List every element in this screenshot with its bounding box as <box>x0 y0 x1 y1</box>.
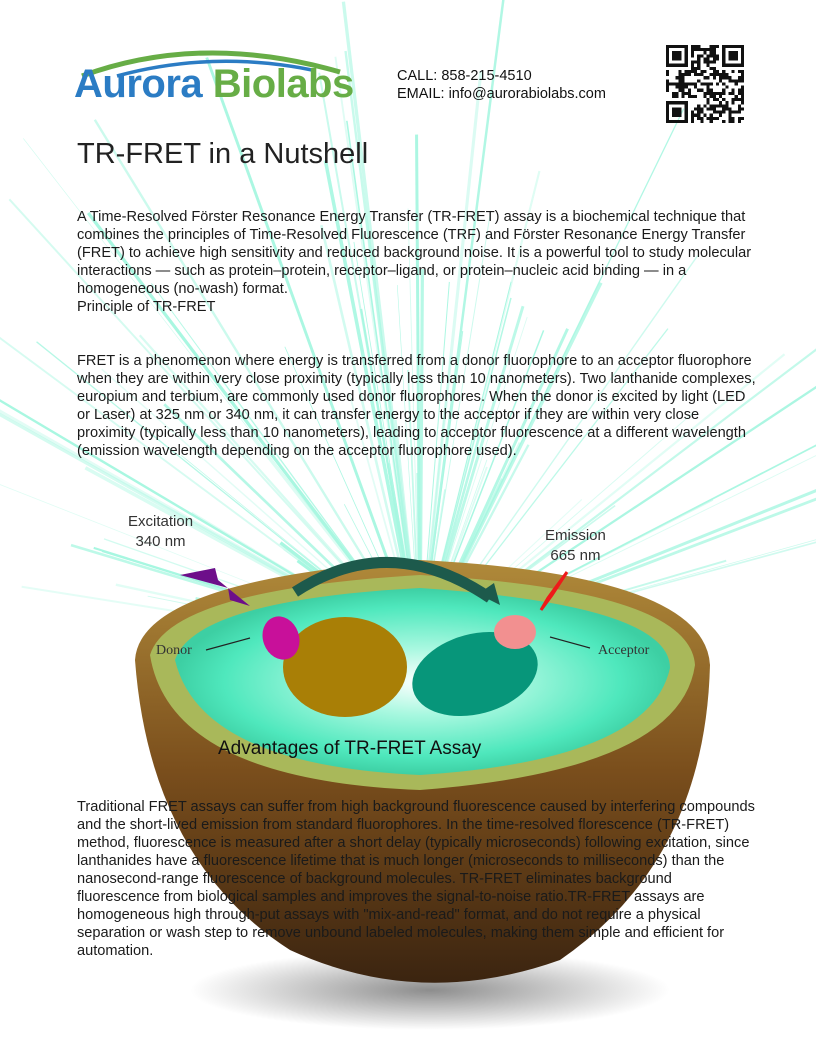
donor-label: Donor <box>156 643 192 658</box>
qr-module <box>732 92 735 95</box>
qr-module <box>697 111 700 114</box>
qr-module <box>666 45 688 48</box>
qr-module <box>697 54 700 57</box>
qr-module <box>722 45 744 48</box>
qr-module <box>688 89 691 92</box>
qr-module <box>725 104 728 107</box>
qr-module <box>703 48 706 51</box>
qr-module <box>707 82 710 85</box>
qr-module <box>716 73 719 76</box>
qr-module <box>741 107 744 110</box>
principle-heading: Principle of TR-FRET <box>77 299 216 315</box>
qr-module <box>738 117 741 120</box>
qr-module <box>728 120 731 123</box>
qr-module <box>710 107 713 110</box>
qr-module <box>716 45 719 48</box>
intro-paragraph <box>77 208 757 316</box>
qr-module <box>713 117 716 120</box>
qr-module <box>738 89 741 92</box>
qr-module <box>738 98 741 101</box>
qr-module <box>728 114 731 117</box>
qr-module <box>697 117 700 120</box>
qr-module <box>738 120 741 123</box>
qr-module <box>719 111 722 114</box>
qr-module <box>691 61 694 64</box>
qr-module <box>697 67 700 70</box>
qr-module <box>732 101 735 104</box>
qr-module <box>691 95 694 98</box>
qr-module <box>694 95 697 98</box>
qr-module <box>675 92 678 95</box>
intro-text: A Time-Resolved Förster Resonance Energy Transfer (TR-FRET) assay is a biochemical technique that combines the principles of Time-Resolved Fluorescence (TRF) and Förster Resonance Energy Transfer (FRET) to achieve high sensitivity and reduced background noise. It is a powerful tool to study molecular interactions — such as protein–protein, receptor–ligand, or protein–nucleic acid binding — in a homogeneous (no-wash) format. <box>77 209 752 297</box>
qr-module <box>675 95 678 98</box>
qr-module <box>728 117 731 120</box>
qr-module <box>700 111 703 114</box>
qr-module <box>697 73 700 76</box>
qr-module <box>725 76 728 79</box>
qr-module <box>710 92 713 95</box>
qr-module <box>735 95 738 98</box>
qr-module <box>713 76 716 79</box>
qr-module <box>710 61 713 64</box>
qr-module <box>700 89 703 92</box>
qr-module <box>719 95 722 98</box>
qr-module <box>675 86 678 89</box>
qr-module <box>703 57 706 60</box>
qr-module <box>707 64 710 67</box>
qr-module <box>685 70 688 73</box>
qr-module <box>697 107 700 110</box>
qr-module <box>694 70 697 73</box>
qr-module <box>697 48 700 51</box>
qr-module <box>666 89 669 92</box>
qr-module <box>703 61 706 64</box>
principle-paragraph: FRET is a phenomenon where energy is transferred from a donor fluorophore to an acceptor fluorophore when they are within very close proximity (typically less than 10 nanometers). Two lanthanide complexes, europium and terbium, are commonly used donor fluorophores. When the donor is excited by light (LED or Laser) at 325 nm or 340 nm, it can transfer energy to the acceptor if they are within very close proximity (typically less than 10 nanometers), leading to acceptor fluorescence at a different wavelength (emission wavelength depending on the acceptor fluorophore used). <box>77 353 756 459</box>
qr-module <box>722 76 725 79</box>
qr-module <box>678 73 681 76</box>
qr-module <box>682 92 685 95</box>
qr-module <box>710 82 713 85</box>
qr-module <box>741 73 744 76</box>
qr-module <box>725 86 728 89</box>
qr-module <box>694 48 697 51</box>
qr-module <box>719 101 722 104</box>
qr-module <box>738 76 741 79</box>
qr-module <box>694 45 697 48</box>
qr-module <box>722 98 725 101</box>
qr-module <box>672 82 675 85</box>
qr-module <box>697 114 700 117</box>
qr-module <box>700 82 703 85</box>
qr-module <box>697 61 700 64</box>
qr-module <box>707 117 710 120</box>
qr-module <box>688 82 691 85</box>
qr-module <box>728 79 731 82</box>
qr-module <box>716 111 719 114</box>
qr-module <box>678 82 681 85</box>
qr-module <box>722 92 725 95</box>
qr-module <box>694 107 697 110</box>
qr-module <box>694 86 697 89</box>
qr-module <box>694 73 697 76</box>
aurora-biolabs-logo <box>72 40 372 110</box>
qr-module <box>691 111 694 114</box>
qr-module <box>710 67 713 70</box>
qr-module <box>697 45 700 48</box>
qr-module <box>728 51 737 60</box>
qr-module <box>719 76 722 79</box>
qr-module <box>666 82 669 85</box>
qr-module <box>732 117 735 120</box>
qr-module <box>694 67 697 70</box>
qr-module <box>732 79 735 82</box>
qr-module <box>707 92 710 95</box>
qr-module <box>691 117 694 120</box>
qr-module <box>722 104 725 107</box>
qr-module <box>700 70 703 73</box>
qr-module <box>682 86 685 89</box>
qr-module <box>697 57 700 60</box>
qr-module <box>666 64 688 67</box>
qr-module <box>707 76 710 79</box>
qr-module <box>697 89 700 92</box>
qr-module <box>741 76 744 79</box>
qr-module <box>741 98 744 101</box>
qr-module <box>685 86 688 89</box>
qr-module <box>732 70 735 73</box>
qr-module <box>707 57 710 60</box>
page-title: TR-FRET in a Nutshell <box>77 138 369 170</box>
qr-module <box>691 64 694 67</box>
qr-module <box>682 95 685 98</box>
qr-module <box>666 120 688 123</box>
excitation-label <box>128 512 193 552</box>
qr-module <box>722 120 725 123</box>
acceptor-label: Acceptor <box>598 643 650 658</box>
qr-module <box>738 104 741 107</box>
qr-module <box>741 45 744 67</box>
qr-module <box>700 120 703 123</box>
qr-module <box>735 79 738 82</box>
qr-module <box>741 117 744 120</box>
qr-module <box>666 45 669 67</box>
qr-module <box>691 82 694 85</box>
qr-module <box>688 95 691 98</box>
qr-module <box>688 73 691 76</box>
qr-module <box>732 89 735 92</box>
qr-module <box>725 101 728 104</box>
qr-module <box>710 73 713 76</box>
qr-module <box>732 120 735 123</box>
phone: CALL: 858-215-4510 <box>397 68 532 84</box>
qr-module <box>691 51 694 54</box>
qr-module <box>669 82 672 85</box>
qr-module <box>716 117 719 120</box>
qr-module <box>710 51 713 54</box>
qr-module <box>710 114 713 117</box>
qr-module <box>697 104 700 107</box>
qr-module <box>722 70 725 73</box>
qr-module <box>666 101 688 104</box>
qr-module <box>713 45 716 48</box>
qr-module <box>710 54 713 57</box>
qr-module <box>725 107 728 110</box>
qr-module <box>666 101 669 123</box>
qr-module <box>688 70 691 73</box>
emission-label <box>545 526 606 566</box>
excitation-text: Excitation <box>128 513 194 530</box>
qr-module <box>682 82 685 85</box>
qr-module <box>685 73 688 76</box>
contact-info <box>397 67 606 103</box>
qr-module <box>703 76 706 79</box>
qr-module <box>716 57 719 60</box>
qr-module <box>675 82 678 85</box>
qr-module <box>713 48 716 51</box>
qr-module <box>710 117 713 120</box>
emission-wavelength: 665 nm <box>550 547 601 564</box>
qr-module <box>741 86 744 89</box>
qr-module <box>713 107 716 110</box>
qr-module <box>691 70 694 73</box>
qr-module <box>713 73 716 76</box>
qr-module <box>707 61 710 64</box>
acceptor-fluorophore <box>494 615 536 649</box>
qr-module <box>685 92 688 95</box>
qr-module <box>707 107 710 110</box>
qr-module <box>685 101 688 123</box>
advantages-paragraph: Traditional FRET assays can suffer from high background fluorescence caused by interfering compounds and the short-lived emission from standard fluorophores. In the time-resolved florescence (TR-FRET) method, fluorescence is measured after a short delay (typically microseconds) following excitation, since lanthanides have a fluorescence lifetime that is much longer (microseconds to milliseconds) than the nanosecond-range fluorescence of background molecules. TR-FRET eliminates background fluorescence from biological samples and improves the signal-to-noise ratio.TR-FRET assays are homogeneous high through-put assays with "mix-and-read" format, and do not require a physical separation or wash step to remove unbound labeled molecules, making them simple and efficient for automation. <box>77 799 755 959</box>
qr-module <box>713 70 716 73</box>
qr-module <box>694 61 697 64</box>
qr-module <box>713 54 716 57</box>
qr-module <box>710 120 713 123</box>
qr-module <box>666 70 669 73</box>
qr-module <box>735 82 738 85</box>
qr-module <box>700 107 703 110</box>
protein-donor-side <box>283 617 407 717</box>
qr-module <box>666 79 669 82</box>
qr-module <box>672 92 675 95</box>
qr-module <box>703 51 706 54</box>
qr-module <box>691 54 694 57</box>
qr-module <box>707 101 710 104</box>
qr-module <box>672 107 681 116</box>
qr-module <box>735 111 738 114</box>
qr-module <box>713 51 716 54</box>
qr-module <box>719 73 722 76</box>
qr-module <box>722 64 744 67</box>
qr-module <box>682 79 685 82</box>
logo-word-aurora: Aurora <box>74 62 203 106</box>
qr-module <box>707 98 710 101</box>
qr-module <box>716 98 719 101</box>
qr-module <box>675 76 678 79</box>
qr-module <box>697 64 700 67</box>
qr-module <box>716 54 719 57</box>
qr-module <box>735 98 738 101</box>
qr-module <box>719 79 722 82</box>
qr-module <box>713 111 716 114</box>
qr-module <box>678 76 681 79</box>
qr-code-icon <box>666 45 744 123</box>
qr-module <box>710 89 713 92</box>
qr-module <box>722 82 725 85</box>
qr-module <box>741 70 744 73</box>
qr-module <box>707 86 710 89</box>
qr-module <box>700 54 703 57</box>
qr-module <box>713 57 716 60</box>
qr-module <box>694 82 697 85</box>
emission-text: Emission <box>545 527 606 544</box>
qr-module <box>741 92 744 95</box>
qr-module <box>678 86 681 89</box>
excitation-wavelength: 340 nm <box>135 533 186 550</box>
qr-module <box>672 95 675 98</box>
advantages-heading: Advantages of TR-FRET Assay <box>218 738 482 759</box>
qr-module <box>722 107 725 110</box>
qr-module <box>713 95 716 98</box>
qr-module <box>691 120 694 123</box>
qr-module <box>738 70 741 73</box>
qr-module <box>738 111 741 114</box>
qr-module <box>678 70 681 73</box>
qr-module <box>719 92 722 95</box>
qr-module <box>738 92 741 95</box>
qr-module <box>703 104 706 107</box>
qr-module <box>719 104 722 107</box>
qr-module <box>700 117 703 120</box>
qr-module <box>682 73 685 76</box>
qr-module <box>716 70 719 73</box>
qr-module <box>707 54 710 57</box>
qr-module <box>741 79 744 82</box>
qr-module <box>678 89 681 92</box>
qr-module <box>713 67 716 70</box>
qr-module <box>741 89 744 92</box>
qr-module <box>738 79 741 82</box>
qr-module <box>700 73 703 76</box>
qr-module <box>728 111 731 114</box>
qr-module <box>682 76 685 79</box>
qr-module <box>732 98 735 101</box>
qr-module <box>672 51 681 60</box>
qr-module <box>728 76 731 79</box>
qr-module <box>703 82 706 85</box>
qr-module <box>688 92 691 95</box>
email: EMAIL: info@aurorabiolabs.com <box>397 86 606 102</box>
logo-word-biolabs: Biolabs <box>212 62 354 106</box>
qr-module <box>741 95 744 98</box>
qr-module <box>703 70 706 73</box>
qr-module <box>707 48 710 51</box>
qr-module <box>678 79 681 82</box>
qr-module <box>707 89 710 92</box>
qr-module <box>722 89 725 92</box>
qr-module <box>719 114 722 117</box>
qr-module <box>728 107 731 110</box>
qr-module <box>682 89 685 92</box>
qr-module <box>685 45 688 67</box>
qr-module <box>691 67 694 70</box>
qr-module <box>713 104 716 107</box>
qr-module <box>713 98 716 101</box>
qr-module <box>691 114 694 117</box>
qr-module <box>697 79 700 82</box>
qr-module <box>666 73 669 76</box>
qr-module <box>710 95 713 98</box>
qr-module <box>716 104 719 107</box>
qr-module <box>703 92 706 95</box>
qr-module <box>710 48 713 51</box>
qr-module <box>710 45 713 48</box>
qr-module <box>738 107 741 110</box>
qr-module <box>694 114 697 117</box>
qr-module <box>716 92 719 95</box>
qr-module <box>713 61 716 64</box>
qr-module <box>722 73 725 76</box>
qr-module <box>700 48 703 51</box>
qr-module <box>725 73 728 76</box>
qr-module <box>713 92 716 95</box>
qr-module <box>728 92 731 95</box>
qr-module <box>741 101 744 104</box>
qr-module <box>691 45 694 48</box>
qr-module <box>685 82 688 85</box>
qr-module <box>710 104 713 107</box>
qr-module <box>691 48 694 51</box>
qr-module <box>722 111 725 114</box>
qr-module <box>703 95 706 98</box>
qr-module <box>732 111 735 114</box>
qr-module <box>716 82 719 85</box>
qr-module <box>703 114 706 117</box>
qr-module <box>722 45 725 67</box>
qr-module <box>666 86 669 89</box>
